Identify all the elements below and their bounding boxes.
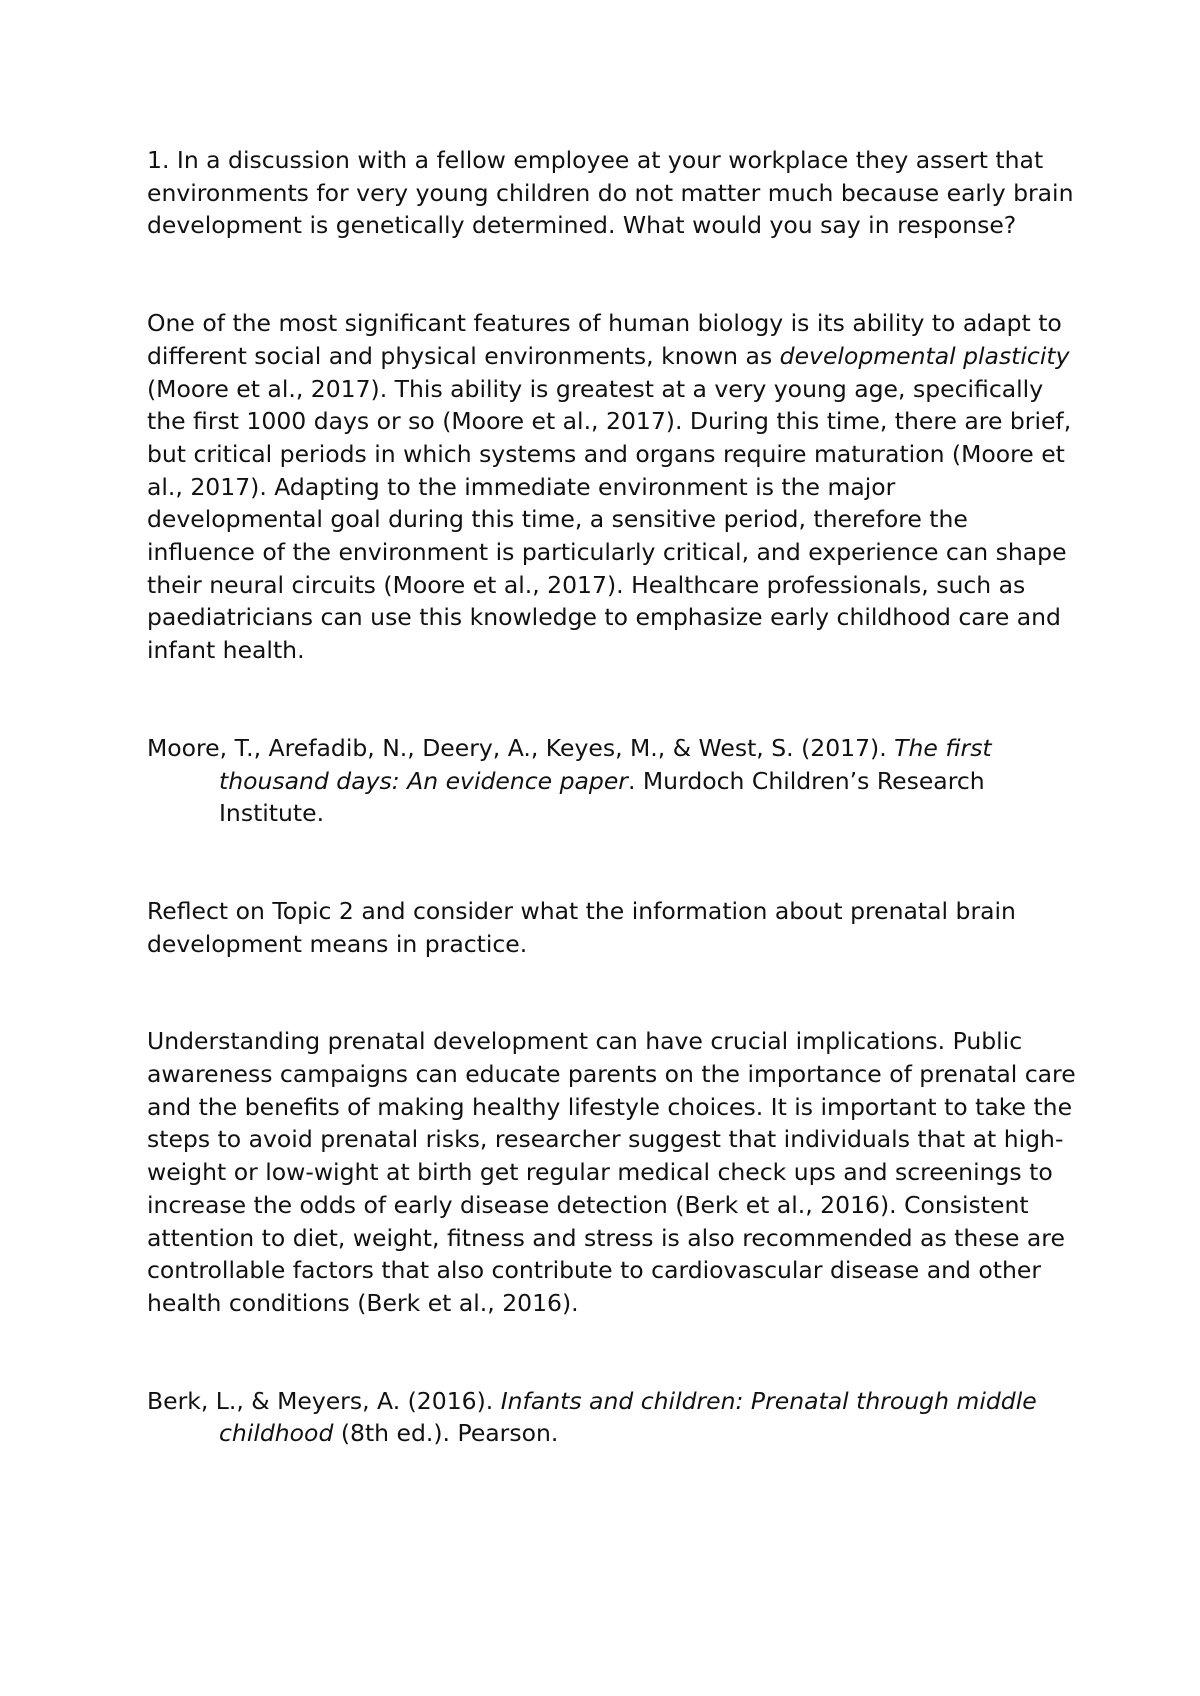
reference-1-title: The first thousand days: An evidence paper [219, 733, 992, 795]
reference-1 [147, 732, 1077, 830]
reference-1-publisher: . Murdoch Children’s Research Institute. [219, 766, 985, 828]
reference-2 [147, 1385, 1077, 1450]
reference-2-title: Infants and children: Prenatal through middle childhood [219, 1386, 1037, 1448]
reference-2-authors: Berk, L., & Meyers, A. (2016). [147, 1386, 501, 1415]
answer-2: Understanding prenatal development can have crucial implications. Public awareness campaigns can educate parents on the importance of prenatal care and the benefits of making healthy lifestyle choices. It is important to take the steps to avoid prenatal risks, researcher suggest that individuals that at high-weight or low-wight at birth get regular medical check ups and screenings to increase the odds of early disease detection (Berk et al., 2016). Consistent attention to diet, weight, fitness and stress is also recommended as these are controllable factors that also contribute to cardiovascular disease and other health conditions (Berk et al., 2016). [147, 1027, 1076, 1317]
question-1: 1. In a discussion with a fellow employee at your workplace they assert that environments for very young children do not matter much because early brain development is genetically determined. What would you say in response? [147, 146, 1074, 240]
question-2: Reflect on Topic 2 and consider what the information about prenatal brain development means in practice. [147, 896, 1016, 958]
document-page [147, 144, 1077, 1450]
reference-1-authors: Moore, T., Arefadib, N., Deery, A., Keyes, M., & West, S. (2017). [147, 733, 895, 762]
answer-1 [147, 307, 1077, 667]
answer-1-term: developmental plasticity [779, 341, 1070, 370]
answer-1-body: (Moore et al., 2017). This ability is greatest at a very young age, specifically the first 1000 days or so (Moore et al., 2017). During this time, there are brief, but critical periods in which systems and organs require maturation (Moore et al., 2017). Adapting to the immediate environment is the major developmental goal during this time, a sensitive period, therefore the influence of the environment is particularly critical, and experience can shape their neural circuits (Moore et al., 2017). Healthcare professionals, such as paediatricians can use this knowledge to emphasize early childhood care and infant health. [147, 374, 1072, 665]
answer-1-intro: One of the most significant features of human biology is its ability to adapt to different social and physical environments, known as [147, 309, 1062, 370]
reference-2-publisher: (8th ed.). Pearson. [333, 1419, 559, 1448]
